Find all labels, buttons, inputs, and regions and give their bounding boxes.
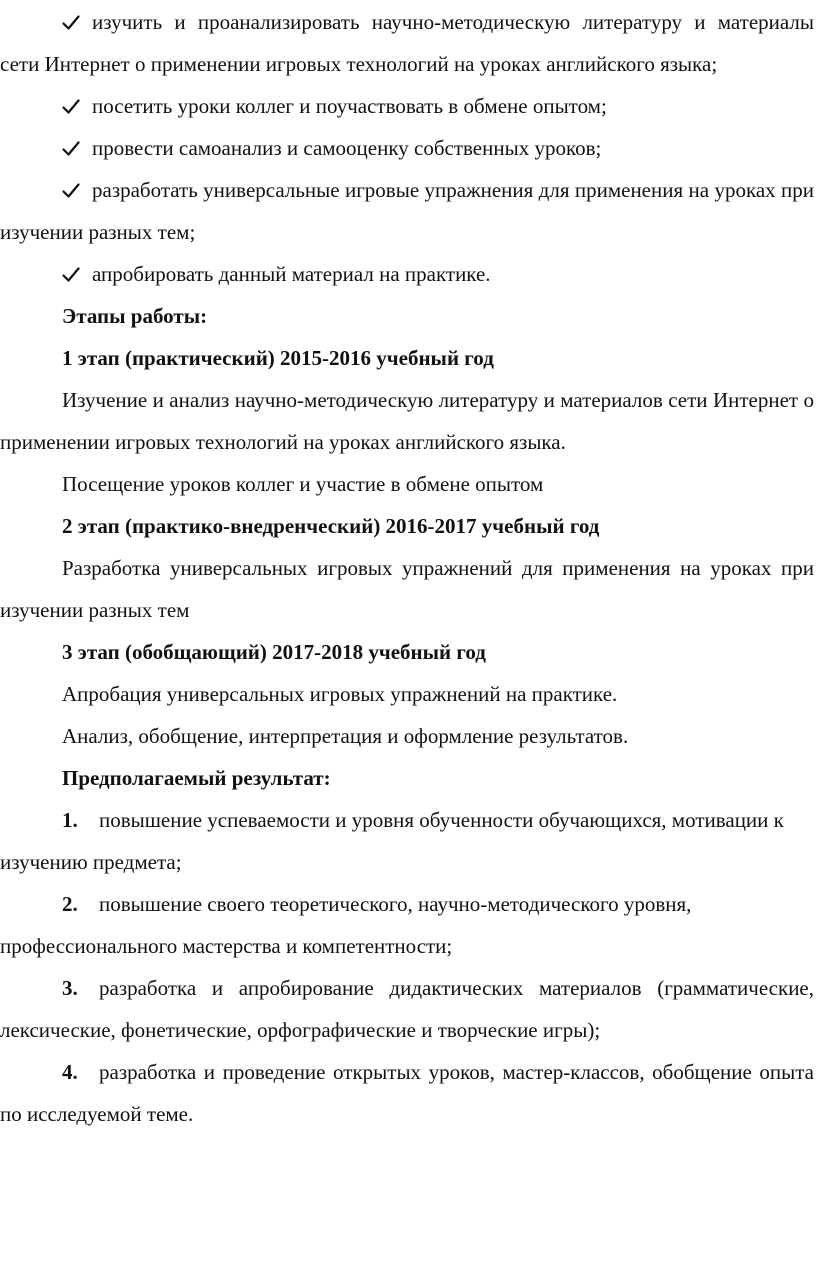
checkmark-icon [62,253,92,295]
task-text: посетить уроки коллег и поучаствовать в обмене опытом; [92,94,607,118]
task-item [0,85,814,127]
stages-heading: Этапы работы: [62,304,208,328]
task-list [0,1,816,295]
results-heading: Предполагаемый результат: [62,766,331,790]
result-number: 2. [62,892,78,916]
stage-title: 3 этап (обобщающий) 2017-2018 учебный год [62,640,486,664]
task-text: провести самоанализ и самооценку собственных уроков; [92,136,602,160]
result-item [0,967,814,1051]
result-text: разработка и апробирование дидактических материалов (грамматические, лексические, фонетические, орфографические и творческие игры); [0,976,814,1042]
result-number: 4. [62,1060,78,1084]
stage-title: 2 этап (практико-внедренческий) 2016-2017 учебный год [62,514,600,538]
result-text: повышение своего теоретического, научно-методического уровня, профессионального мастерства и компетентности; [0,892,692,958]
checkmark-icon [62,127,92,169]
result-number: 3. [62,976,78,1000]
stage-paragraph: Изучение и анализ научно-методическую литературу и материалов сети Интернет о применении игровых технологий на уроках английского языка. [0,388,814,454]
checkmark-icon [62,1,92,43]
results-list [0,799,816,1135]
task-text: разработать универсальные игровые упражнения для применения на уроках при изучении разных тем; [0,178,814,244]
result-item [0,883,814,967]
task-item [0,169,814,253]
stage-paragraph: Посещение уроков коллег и участие в обмене опытом [62,472,544,496]
result-text: повышение успеваемости и уровня обученности обучающихся, мотивации к изучению предмета; [0,808,784,874]
task-text: изучить и проанализировать научно-методическую литературу и материалы сети Интернет о применении игровых технологий на уроках английского языка; [0,10,814,76]
checkmark-icon [62,169,92,211]
result-item [0,1051,814,1135]
checkmark-icon [62,85,92,127]
stage-paragraph: Апробация универсальных игровых упражнений на практике. [62,682,618,706]
stage-paragraph: Анализ, обобщение, интерпретация и оформление результатов. [62,724,629,748]
stage-paragraph: Разработка универсальных игровых упражнений для применения на уроках при изучении разных тем [0,556,814,622]
result-item [0,799,814,883]
task-item [0,1,814,85]
result-number: 1. [62,808,78,832]
result-text: разработка и проведение открытых уроков, мастер-классов, обобщение опыта по исследуемой теме. [0,1060,814,1126]
stage-title: 1 этап (практический) 2015-2016 учебный год [62,346,494,370]
task-text: апробировать данный материал на практике. [92,262,491,286]
task-item [0,253,814,295]
task-item [0,127,814,169]
